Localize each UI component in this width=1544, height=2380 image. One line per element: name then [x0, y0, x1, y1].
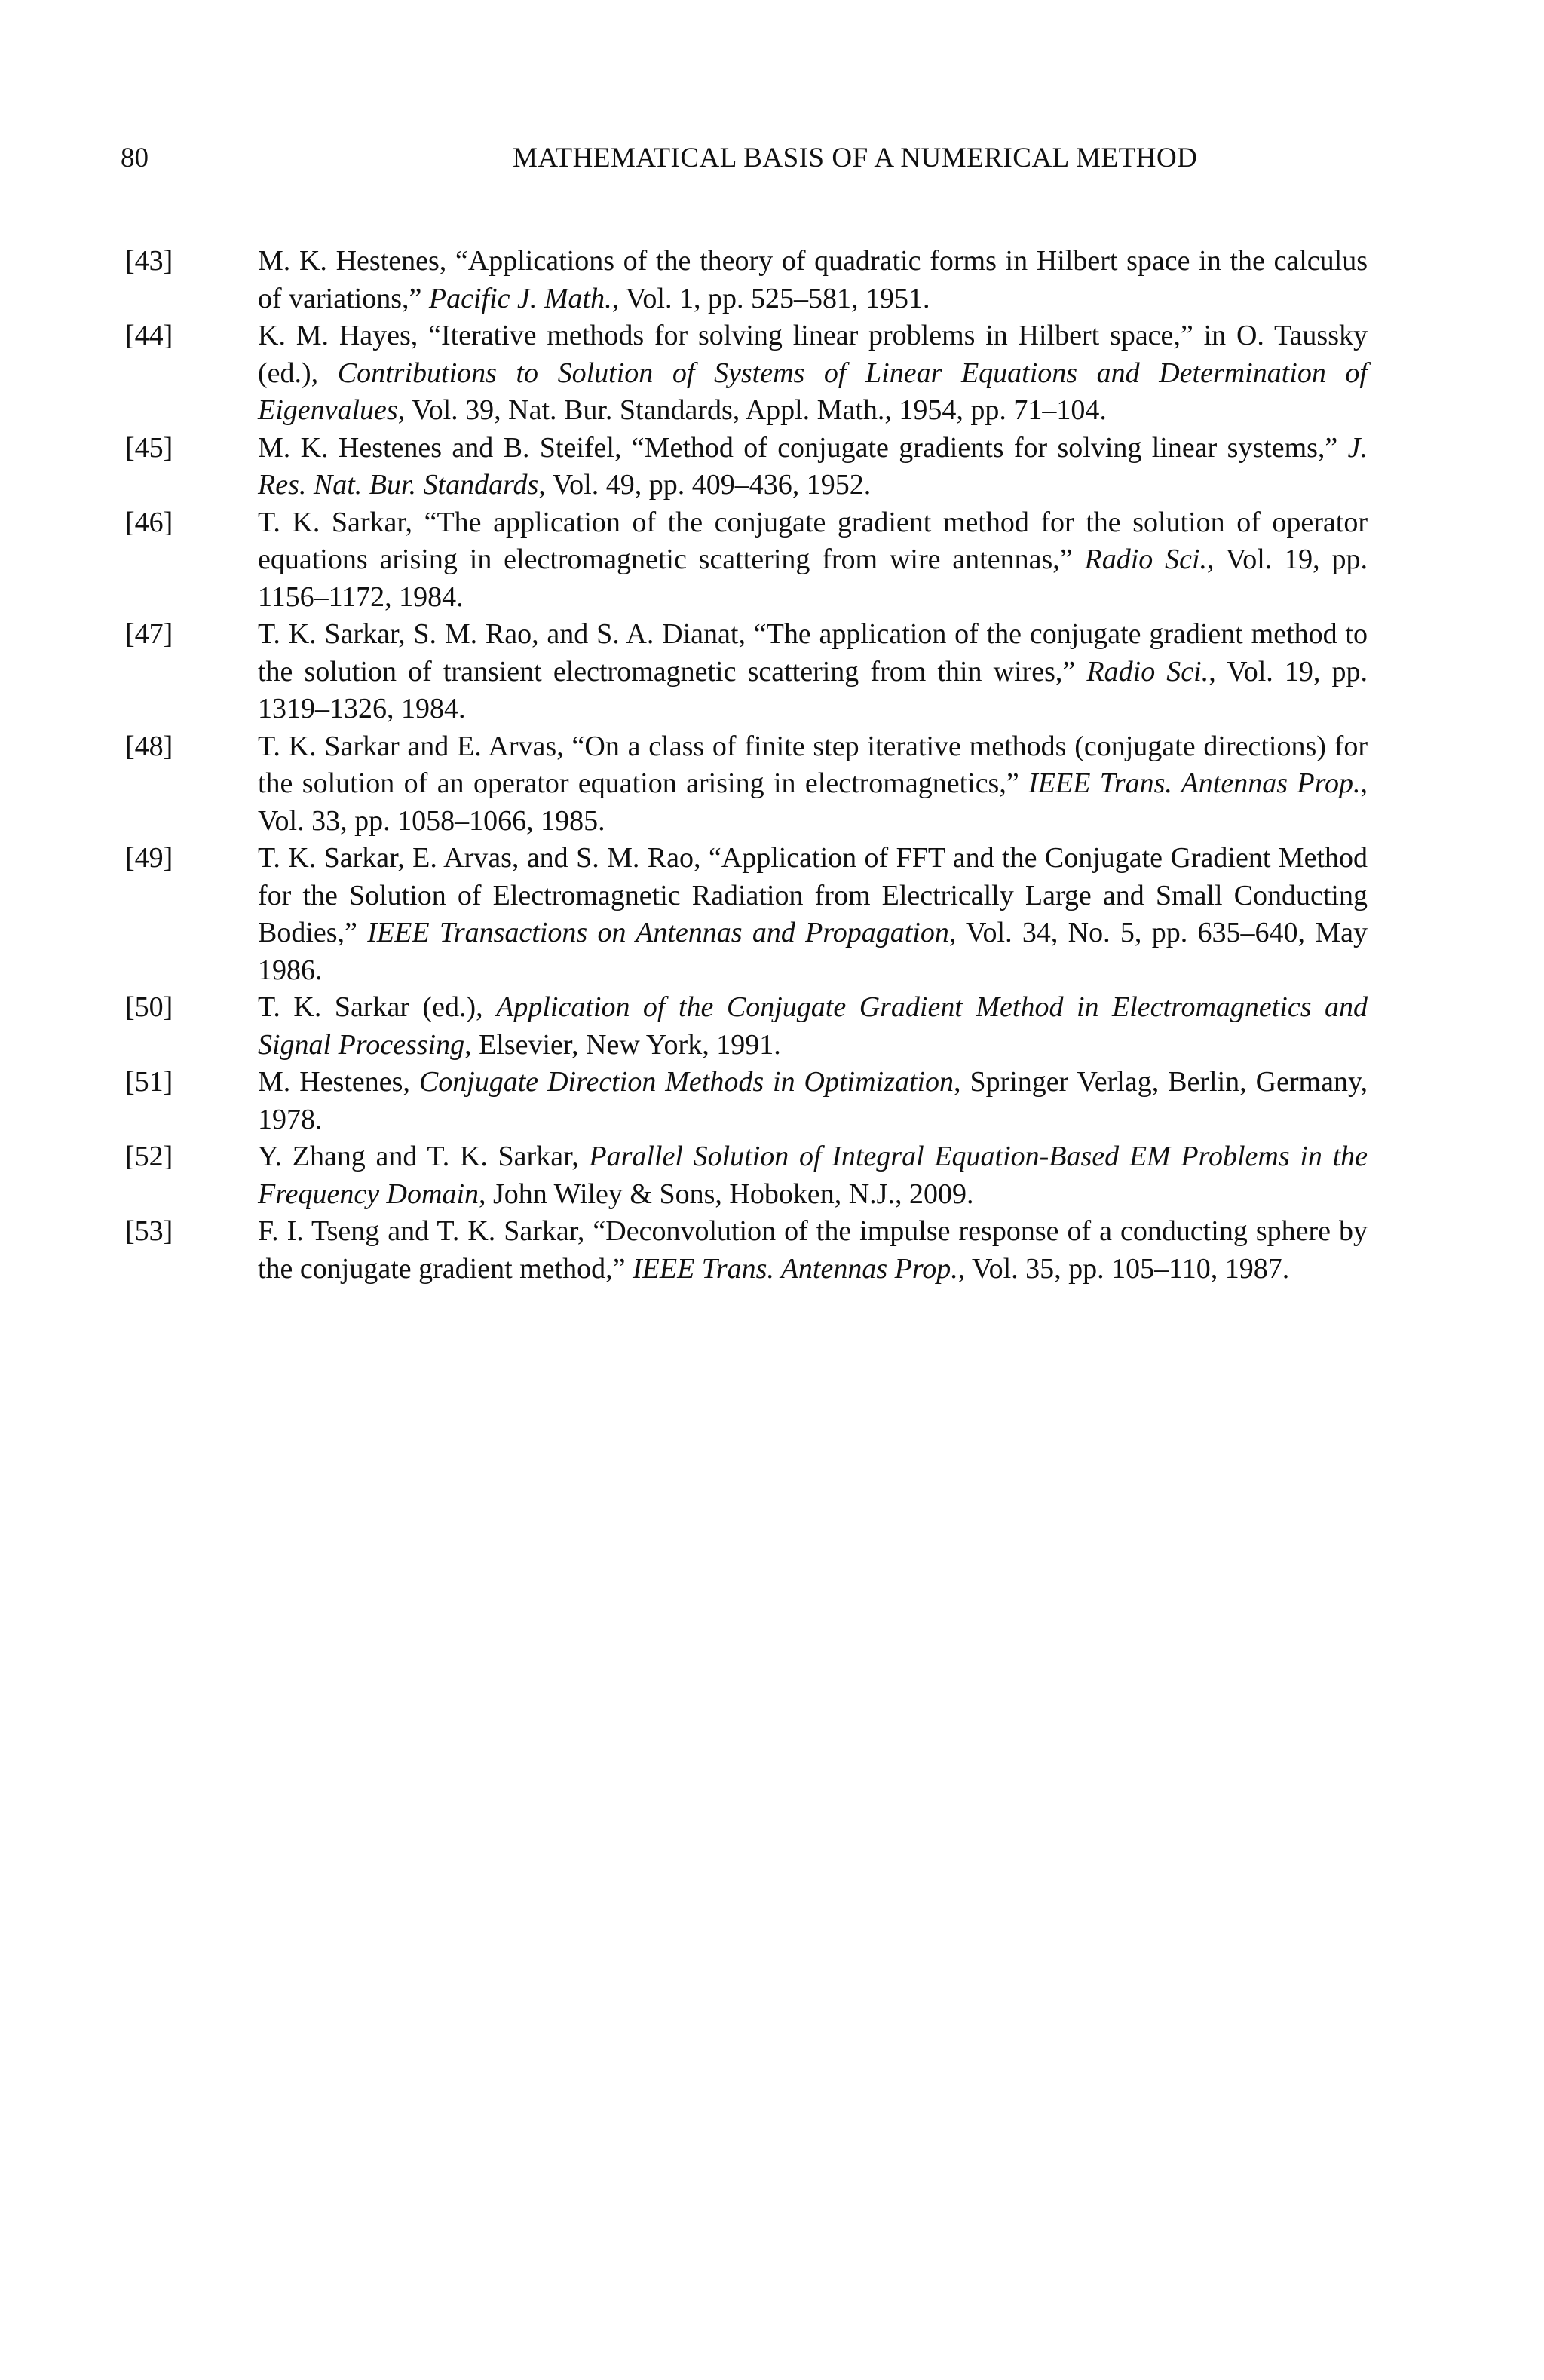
reference-segment: K. M. Hayes, “Iterative methods for solving linear problems in Hilbert space,” in O. Taussky (ed.), — [258, 320, 1368, 389]
reference-source-title: Contributions to Solution of Systems of Linear Equations and Determination of Eigenvalues — [258, 357, 1368, 426]
reference-item — [125, 616, 1368, 728]
reference-text — [258, 317, 1368, 430]
reference-number: [51] — [125, 1066, 173, 1098]
reference-text — [258, 840, 1368, 989]
reference-segment: T. K. Sarkar, “The application of the conjugate gradient method for the solution of operator equations arising in electromagnetic scattering from wire antennas,” — [258, 506, 1368, 575]
reference-source-title: IEEE Trans. Antennas Prop. — [633, 1252, 958, 1285]
reference-segment: M. K. Hestenes, “Applications of the theory of quadratic forms in Hilbert space in the calculus of variations,” — [258, 245, 1368, 314]
reference-text — [258, 1064, 1368, 1138]
reference-item — [125, 243, 1368, 317]
reference-segment: M. Hestenes, — [258, 1066, 419, 1098]
reference-item — [125, 840, 1368, 989]
reference-item — [125, 317, 1368, 430]
reference-segment: T. K. Sarkar, E. Arvas, and S. M. Rao, “Application of FFT and the Conjugate Gradient Method for the Solution of Electromagnetic Radiation from Electrically Large and Small Conducting Bodies,” — [258, 842, 1368, 948]
reference-number: [47] — [125, 618, 173, 650]
reference-text — [258, 1213, 1368, 1288]
reference-number: [43] — [125, 245, 173, 277]
reference-segment: , Vol. 19, pp. 1319–1326, 1984. — [258, 655, 1368, 724]
reference-text — [258, 504, 1368, 617]
reference-segment: , Vol. 35, pp. 105–110, 1987. — [957, 1252, 1290, 1285]
reference-text — [258, 1138, 1368, 1213]
page-header — [121, 136, 1368, 181]
reference-segment: F. I. Tseng and T. K. Sarkar, “Deconvolution of the impulse response of a conducting sphere by the conjugate gradient method,” — [258, 1215, 1368, 1285]
reference-segment: , Vol. 33, pp. 1058–1066, 1985. — [258, 767, 1368, 837]
reference-number: [49] — [125, 842, 173, 874]
reference-source-title: Conjugate Direction Methods in Optimization — [418, 1066, 954, 1098]
reference-item — [125, 1138, 1368, 1213]
reference-item — [125, 1213, 1368, 1288]
reference-number: [44] — [125, 320, 173, 351]
reference-segment: , Vol. 19, pp. 1156–1172, 1984. — [258, 544, 1368, 613]
reference-text — [258, 243, 1368, 317]
reference-segment: , Vol. 49, pp. 409–436, 1952. — [538, 469, 872, 501]
reference-number: [48] — [125, 730, 173, 762]
reference-number: [45] — [125, 431, 173, 464]
reference-text — [258, 430, 1368, 504]
reference-text — [258, 989, 1368, 1064]
reference-source-title: Radio Sci. — [1084, 544, 1208, 575]
reference-segment: , John Wiley & Sons, Hoboken, N.J., 2009. — [479, 1178, 974, 1210]
reference-segment: , Elsevier, New York, 1991. — [464, 1028, 781, 1061]
reference-segment: T. K. Sarkar and E. Arvas, “On a class of finite step iterative methods (conjugate directions) for the solution of an operator equation arising in electromagnetics,” — [258, 730, 1368, 799]
running-title: MATHEMATICAL BASIS OF A NUMERICAL METHOD — [513, 142, 1198, 173]
reference-item — [125, 504, 1368, 617]
reference-segment: , Springer Verlag, Berlin, Germany, 1978. — [258, 1066, 1368, 1135]
reference-number: [53] — [125, 1215, 173, 1247]
reference-source-title: IEEE Trans. Antennas Prop. — [1028, 767, 1361, 799]
reference-number: [52] — [125, 1141, 173, 1172]
reference-item — [125, 728, 1368, 841]
reference-segment: , Vol. 34, No. 5, pp. 635–640, May 1986. — [258, 917, 1368, 986]
reference-segment: T. K. Sarkar (ed.), — [258, 991, 497, 1023]
page-number: 80 — [121, 142, 149, 173]
reference-segment: T. K. Sarkar, S. M. Rao, and S. A. Dianat, “The application of the conjugate gradient method to the solution of transient electromagnetic scattering from thin wires,” — [258, 618, 1368, 688]
reference-item — [125, 430, 1368, 504]
reference-source-title: Pacific J. Math. — [428, 282, 612, 314]
reference-text — [258, 728, 1368, 841]
reference-segment: Y. Zhang and T. K. Sarkar, — [258, 1141, 590, 1172]
reference-item — [125, 989, 1368, 1064]
reference-list — [125, 243, 1368, 1288]
reference-source-title: J. Res. Nat. Bur. Standards — [258, 431, 1368, 501]
reference-source-title: Radio Sci. — [1086, 655, 1209, 688]
reference-segment: , Vol. 39, Nat. Bur. Standards, Appl. Math., 1954, pp. 71–104. — [397, 394, 1107, 426]
reference-number: [50] — [125, 991, 173, 1023]
reference-source-title: IEEE Transactions on Antennas and Propagation — [367, 917, 949, 948]
reference-source-title: Parallel Solution of Integral Equation-Based EM Problems in the Frequency Domain — [258, 1141, 1368, 1210]
reference-segment: , Vol. 1, pp. 525–581, 1951. — [611, 282, 930, 314]
reference-segment: M. K. Hestenes and B. Steifel, “Method of conjugate gradients for solving linear systems,” — [258, 431, 1348, 464]
reference-text — [258, 616, 1368, 728]
reference-source-title: Application of the Conjugate Gradient Method in Electromagnetics and Signal Processing — [258, 991, 1368, 1061]
reference-item — [125, 1064, 1368, 1138]
reference-number: [46] — [125, 506, 173, 538]
